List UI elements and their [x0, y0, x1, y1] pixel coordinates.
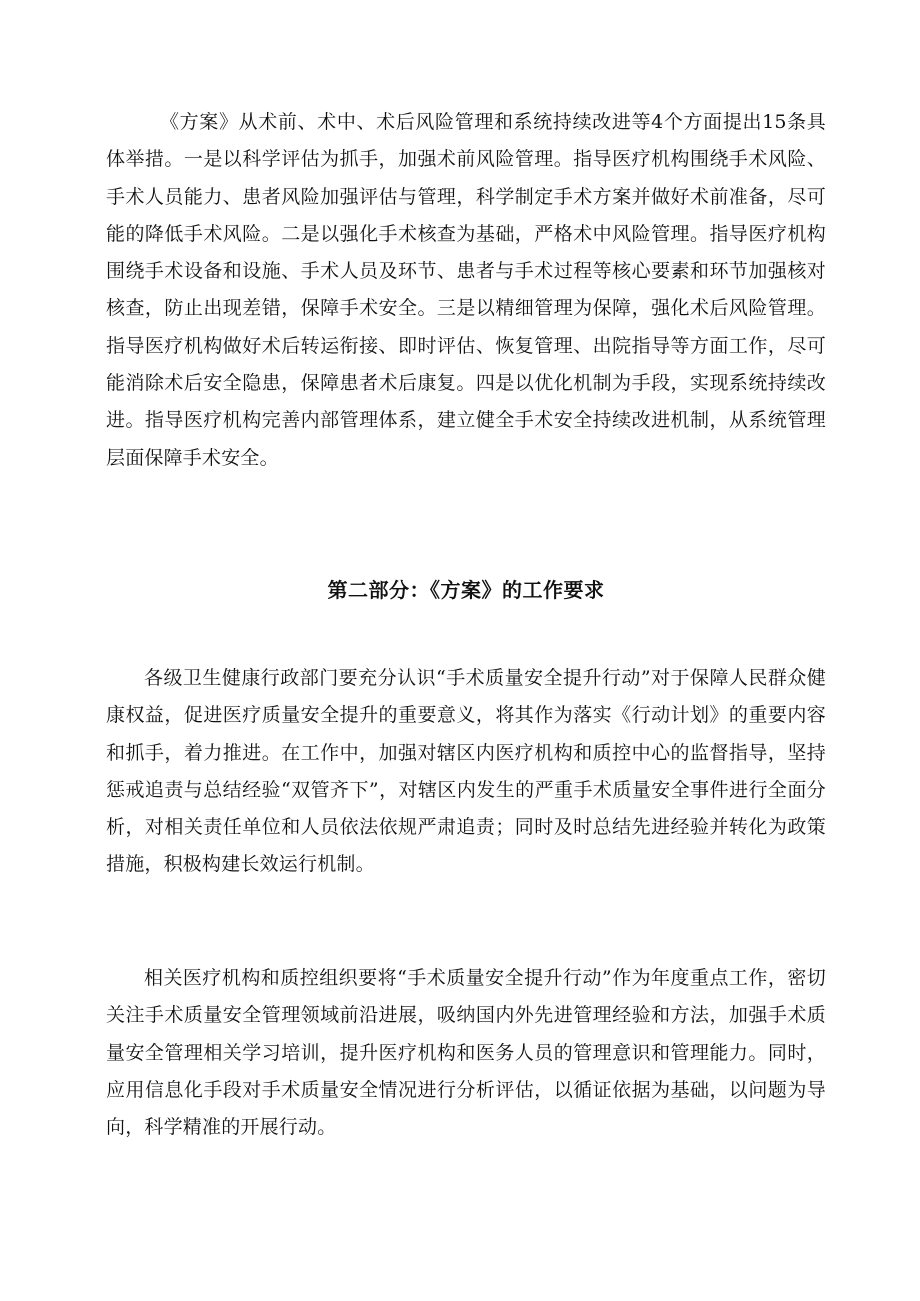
paragraph-measures: 《方案》从术前、术中、术后风险管理和系统持续改进等4个方面提出15条具体举措。一是以科学评估为抓手，加强术前风险管理。指导医疗机构围绕手术风险、手术人员能力、患者风险加强评估与管理，科学制定手术方案并做好术前准备，尽可能的降低手术风险。二是以强化手术核查为基础，严格术中风险管理。指导医疗机构围绕手术设备和设施、手术人员及环节、患者与手术过程等核心要素和环节加强核对核查，防止出现差错，保障手术安全。三是以精细管理为保障，强化术后风险管理。指导医疗机构做好术后转运衔接、即时评估、恢复管理、出院指导等方面工作，尽可能消除术后安全隐患，保障患者术后康复。四是以优化机制为手段，实现系统持续改进。指导医疗机构完善内部管理体系，建立健全手术安全持续改进机制，从系统管理层面保障手术安全。 [106, 111, 826, 469]
section-heading: 第二部分：《方案》的工作要求 [327, 578, 605, 602]
paragraph-medical-institutions: 相关医疗机构和质控组织要将“手术质量安全提升行动”作为年度重点工作，密切关注手术质量安全管理领域前沿进展，吸纳国内外先进管理经验和方法，加强手术质量安全管理相关学习培训，提升医疗机构和医务人员的管理意识和管理能力。同时，应用信息化手段对手术质量安全情况进行分析评估，以循证依据为基础，以问题为导向，科学精准的开展行动。 [106, 967, 826, 1139]
paragraph-health-departments: 各级卫生健康行政部门要充分认识“手术质量安全提升行动”对于保障人民群众健康权益，促进医疗质量安全提升的重要意义，将其作为落实《行动计划》的重要内容和抓手，着力推进。在工作中，加强对辖区内医疗机构和质控中心的监督指导，坚持惩戒追责与总结经验“双管齐下”，对辖区内发生的严重手术质量安全事件进行全面分析，对相关责任单位和人员依法依规严肃追责；同时及时总结先进经验并转化为政策措施，积极构建长效运行机制。 [106, 667, 826, 876]
